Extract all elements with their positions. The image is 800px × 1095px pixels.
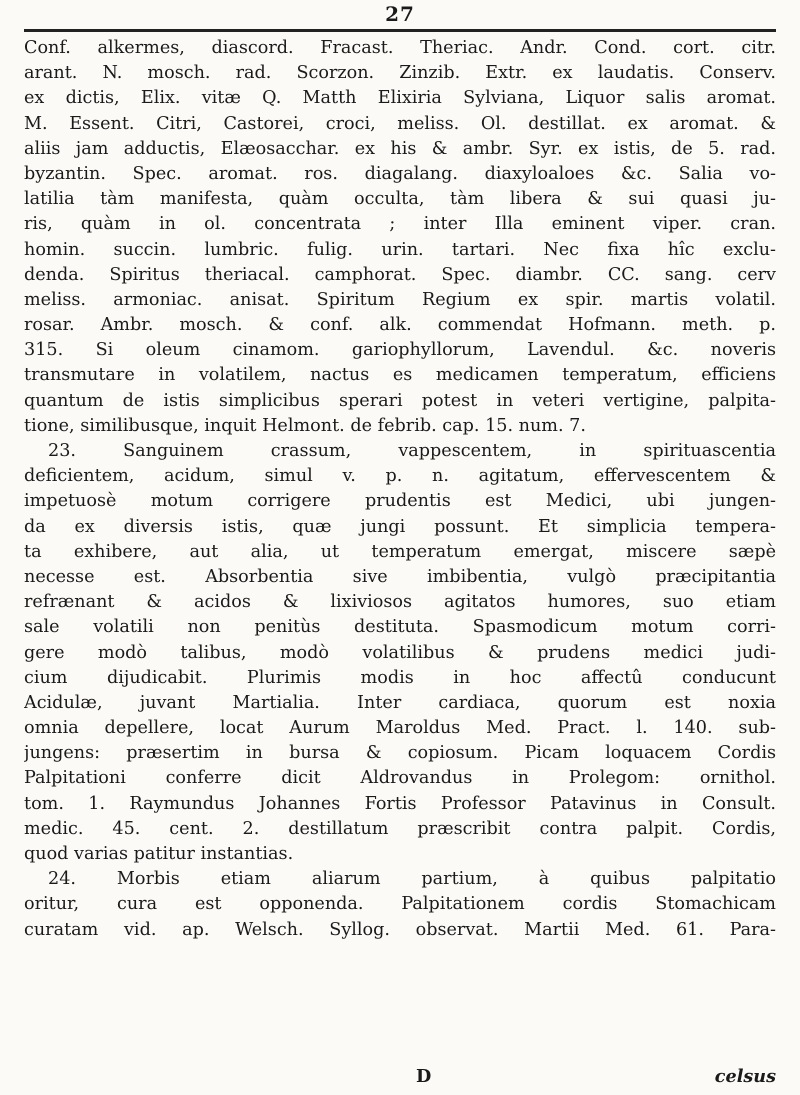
paragraph-start: 23. Sanguinem crassum, vappescentem, in spirituascentia — [48, 441, 776, 461]
signature-mark: D — [416, 1066, 432, 1087]
text-line: byzantin. Spec. aromat. ros. diagalang. diaxyloaloes &c. Salia vo- — [24, 163, 776, 184]
text-line: necesse est. Absorbentia sive imbibentia, vulgò præcipitantia — [24, 566, 776, 587]
text-line: Acidulæ, juvant Martialia. Inter cardiaca, quorum est noxia — [24, 692, 776, 713]
text-line: gere modò talibus, modò volatilibus & prudens medici judi- — [24, 642, 776, 663]
text-line: meliss. armoniac. anisat. Spiritum Regium ex spir. martis volatil. — [24, 289, 776, 310]
text-line: cium dijudicabit. Plurimis modis in hoc affectû conducunt — [24, 667, 776, 688]
page-footer — [24, 1066, 776, 1091]
text-line: tione, similibusque, inquit Helmont. de febrib. cap. 15. num. 7. — [24, 415, 586, 436]
text-line: homin. succin. lumbric. fulig. urin. tartari. Nec fixa hîc exclu- — [24, 239, 776, 260]
text-line: denda. Spiritus theriacal. camphorat. Spec. diambr. CC. sang. cerv — [24, 264, 776, 285]
text-line: deficientem, acidum, simul v. p. n. agitatum, effervescentem & — [24, 466, 776, 487]
text-line: arant. N. mosch. rad. Scorzon. Zinzib. Extr. ex laudatis. Conserv. — [24, 63, 776, 84]
text-line: ex dictis, Elix. vitæ Q. Matth Elixiria Sylviana, Liquor salis aromat. — [24, 88, 776, 109]
page-number: 27 — [385, 2, 415, 26]
text-line: ta exhibere, aut alia, ut temperatum emergat, miscere sæpè — [24, 541, 776, 562]
text-line: quantum de istis simplicibus sperari potest in veteri vertigine, palpita- — [24, 390, 776, 411]
text-line: aliis jam adductis, Elæosacchar. ex his & ambr. Syr. ex istis, de 5. rad. — [24, 138, 776, 159]
text-line: sale volatili non penitùs destituta. Spasmodicum motum corri- — [24, 617, 776, 638]
body-text — [24, 36, 776, 943]
header-rule — [24, 29, 776, 32]
text-line: curatam vid. ap. Welsch. Syllog. observat. Martii Med. 61. Para- — [24, 919, 776, 940]
catchword: celsus — [714, 1066, 776, 1087]
text-line: da ex diversis istis, quæ jungi possunt. Et simplicia tempera- — [24, 516, 776, 537]
paragraph-start: 24. Morbis etiam aliarum partium, à quibus palpitatio — [48, 869, 776, 890]
text-line: M. Essent. Citri, Castorei, croci, meliss. Ol. destillat. ex aromat. & — [24, 113, 776, 134]
text-line: Conf. alkermes, diascord. Fracast. Theriac. Andr. Cond. cort. citr. — [24, 38, 776, 58]
text-line: jungens: præsertim in bursa & copiosum. Picam loquacem Cordis — [24, 743, 776, 764]
text-line: medic. 45. cent. 2. destillatum præscribit contra palpit. Cordis, — [24, 818, 776, 839]
text-line: 315. Si oleum cinamom. gariophyllorum, Lavendul. &c. noveris — [24, 340, 776, 361]
text-line: Palpitationi conferre dicit Aldrovandus in Prolegom: ornithol. — [24, 768, 776, 789]
text-line: impetuosè motum corrigere prudentis est Medici, ubi jungen- — [24, 491, 776, 512]
text-line: quod varias patitur instantias. — [24, 844, 294, 864]
text-line: oritur, cura est opponenda. Palpitationem cordis Stomachicam — [24, 894, 776, 915]
text-line: omnia depellere, locat Aurum Maroldus Med. Pract. l. 140. sub- — [24, 718, 776, 739]
text-line: rosar. Ambr. mosch. & conf. alk. commendat Hofmann. meth. p. — [24, 315, 776, 336]
text-line: refrænant & acidos & lixiviosos agitatos humores, suo etiam — [24, 592, 776, 613]
text-line: transmutare in volatilem, nactus es medicamen temperatum, efficiens — [24, 365, 776, 386]
text-line: latilia tàm manifesta, quàm occulta, tàm libera & sui quasi ju- — [24, 189, 776, 210]
text-line: ris, quàm in ol. concentrata ; inter Illa eminent viper. cran. — [24, 214, 776, 235]
page-header — [24, 2, 776, 32]
text-line: tom. 1. Raymundus Johannes Fortis Professor Patavinus in Consult. — [24, 793, 776, 814]
